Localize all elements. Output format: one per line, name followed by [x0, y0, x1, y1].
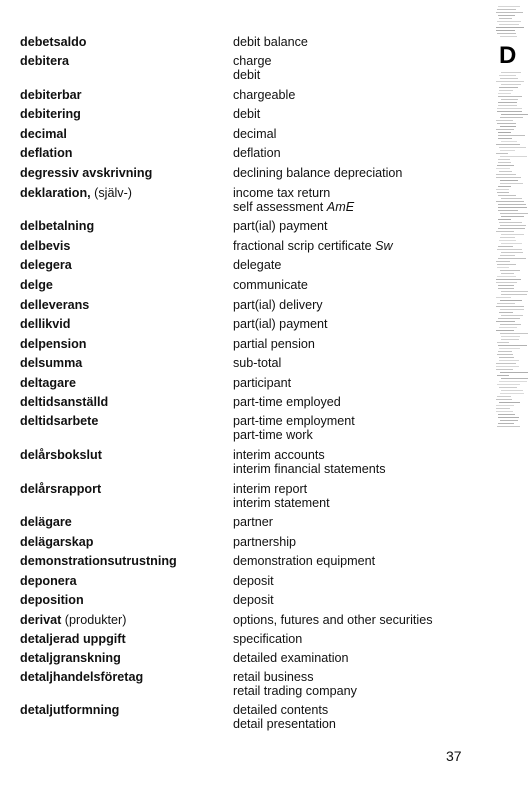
entry-term-word: delsumma	[20, 356, 83, 370]
entry-term	[20, 186, 225, 200]
entry-term	[20, 298, 225, 312]
entry-term-word: deltidsarbete	[20, 414, 99, 428]
entry-translations	[233, 35, 483, 49]
entry-translation: partial pension	[233, 337, 315, 351]
entry-translations	[233, 554, 483, 568]
entry-term	[20, 414, 225, 428]
entry-translation-line	[233, 613, 483, 627]
entry-translation: debit	[233, 107, 261, 121]
entry-term	[20, 166, 225, 180]
entry-translation-line	[233, 166, 483, 180]
entry-translation-line	[233, 717, 483, 731]
entry-term	[20, 127, 225, 141]
entry-translation-line	[233, 127, 483, 141]
entry-translations	[233, 515, 483, 529]
entry-translations	[233, 574, 483, 588]
entry-term-qualifier: (själv-)	[90, 186, 132, 200]
entry-translation: interim accounts	[233, 448, 325, 462]
entry-term-word: dellikvid	[20, 317, 71, 331]
entry-translation-line	[233, 535, 483, 549]
entry-translations	[233, 613, 483, 627]
entry-translations	[233, 593, 483, 607]
entry-translations	[233, 482, 483, 510]
entry-translation: communicate	[233, 278, 308, 292]
entry-term-word: demonstrationsutrustning	[20, 554, 177, 568]
entry-translation: chargeable	[233, 88, 296, 102]
page-number: 37	[446, 748, 462, 764]
entry-translation: debit	[233, 68, 261, 82]
entry-term-word: deposition	[20, 593, 84, 607]
entry-translations	[233, 88, 483, 102]
entry-term-word: debetsaldo	[20, 35, 87, 49]
entry-translation: options, futures and other securities	[233, 613, 433, 627]
entry-term	[20, 258, 225, 272]
thumb-index-letter: D	[499, 42, 517, 69]
entry-translation: part-time employment	[233, 414, 355, 428]
entry-translation: detail presentation	[233, 717, 336, 731]
entry-translation: income tax return	[233, 186, 331, 200]
entry-term	[20, 146, 225, 160]
entry-translation: partnership	[233, 535, 297, 549]
entry-translations	[233, 414, 483, 442]
entry-translations	[233, 395, 483, 409]
entry-translations	[233, 166, 483, 180]
entry-term	[20, 593, 225, 607]
entry-term	[20, 54, 225, 68]
entry-translations	[233, 219, 483, 233]
entry-translation: detailed contents	[233, 703, 329, 717]
entry-translations	[233, 703, 483, 731]
entry-translation: retail trading company	[233, 684, 357, 698]
entry-translation-line	[233, 337, 483, 351]
entry-translations	[233, 107, 483, 121]
entry-translation-line	[233, 515, 483, 529]
entry-translations	[233, 239, 483, 253]
entry-term-word: deltidsanställd	[20, 395, 109, 409]
entry-translation: part(ial) payment	[233, 317, 328, 331]
entry-translation: demonstration equipment	[233, 554, 376, 568]
entry-term	[20, 395, 225, 409]
entry-term-word: detaljhandelsföretag	[20, 670, 144, 684]
entry-term-word: delpension	[20, 337, 87, 351]
entry-translations	[233, 317, 483, 331]
entry-term	[20, 632, 225, 646]
entry-translation: fractional scrip certificate	[233, 239, 372, 253]
entry-term	[20, 554, 225, 568]
entry-translation: part-time employed	[233, 395, 341, 409]
entry-term-word: debiterbar	[20, 88, 82, 102]
entry-translation-line	[233, 428, 483, 442]
entry-translation-line	[233, 554, 483, 568]
entry-term-word: detaljerad uppgift	[20, 632, 126, 646]
entry-translations	[233, 632, 483, 646]
entry-term-word: delägarskap	[20, 535, 94, 549]
entry-translation-line	[233, 239, 483, 253]
entry-translation-line	[233, 376, 483, 390]
entry-translation: deposit	[233, 593, 274, 607]
entry-translation-line	[233, 186, 483, 200]
entry-translation-line	[233, 482, 483, 496]
entry-term-word: debitering	[20, 107, 81, 121]
entry-term	[20, 107, 225, 121]
entry-usage-note: AmE	[326, 200, 355, 214]
entry-term	[20, 317, 225, 331]
entry-term	[20, 535, 225, 549]
entry-translation: deposit	[233, 574, 274, 588]
entry-translations	[233, 186, 483, 214]
entry-translations	[233, 298, 483, 312]
entry-term	[20, 448, 225, 462]
entry-translations	[233, 146, 483, 160]
entry-translation: part-time work	[233, 428, 313, 442]
entry-term-word: delårsrapport	[20, 482, 102, 496]
entry-translation: charge	[233, 54, 272, 68]
entry-translation: retail business	[233, 670, 314, 684]
entry-term	[20, 613, 225, 627]
entry-translation-line	[233, 414, 483, 428]
entry-translation-line	[233, 146, 483, 160]
entry-term-word: debitera	[20, 54, 69, 68]
entry-translation-line	[233, 35, 483, 49]
entry-term	[20, 703, 225, 717]
entry-translations	[233, 258, 483, 272]
entry-term-word: delegera	[20, 258, 72, 272]
entry-term	[20, 239, 225, 253]
entry-term	[20, 356, 225, 370]
entry-translation-line	[233, 356, 483, 370]
entry-translation: self assessment	[233, 200, 324, 214]
entry-term	[20, 574, 225, 588]
entry-term-word: delge	[20, 278, 53, 292]
entry-term	[20, 337, 225, 351]
entry-translation-line	[233, 107, 483, 121]
entry-translations	[233, 535, 483, 549]
entry-term-qualifier: (produkter)	[61, 613, 127, 627]
entry-translation: debit balance	[233, 35, 308, 49]
entry-term-word: deponera	[20, 574, 77, 588]
entry-translation-line	[233, 278, 483, 292]
entry-translation-line	[233, 684, 483, 698]
entry-term	[20, 88, 225, 102]
entry-translation-line	[233, 200, 483, 214]
entry-term-word: deltagare	[20, 376, 76, 390]
entry-translation: interim statement	[233, 496, 330, 510]
entry-term-word: degressiv avskrivning	[20, 166, 153, 180]
entry-translations	[233, 54, 483, 82]
entry-term	[20, 376, 225, 390]
entry-translation: participant	[233, 376, 292, 390]
entry-term	[20, 482, 225, 496]
entry-term	[20, 651, 225, 665]
entry-term-word: delbetalning	[20, 219, 95, 233]
entry-translations	[233, 670, 483, 698]
entry-translation-line	[233, 68, 483, 82]
entry-usage-note: Sw	[375, 239, 393, 253]
entry-translation-line	[233, 670, 483, 684]
entry-term-word: delbevis	[20, 239, 71, 253]
entry-translation-line	[233, 88, 483, 102]
entry-translations	[233, 127, 483, 141]
entry-term-word: deklaration,	[20, 186, 91, 200]
entry-translations	[233, 448, 483, 476]
entry-translation: specification	[233, 632, 303, 646]
entry-translation: sub-total	[233, 356, 282, 370]
entry-translation-line	[233, 462, 483, 476]
entry-translations	[233, 651, 483, 665]
entry-term-word: derivat	[20, 613, 62, 627]
entry-term	[20, 670, 225, 684]
entry-translation-line	[233, 496, 483, 510]
entry-term-word: detaljutformning	[20, 703, 120, 717]
entry-translation: part(ial) delivery	[233, 298, 323, 312]
entry-term	[20, 219, 225, 233]
entry-term-word: deflation	[20, 146, 73, 160]
entry-term-word: delleverans	[20, 298, 90, 312]
entry-translation-line	[233, 574, 483, 588]
entry-translation-line	[233, 298, 483, 312]
entry-translation: deflation	[233, 146, 281, 160]
entry-translation: partner	[233, 515, 273, 529]
entry-translation-line	[233, 593, 483, 607]
entry-translations	[233, 356, 483, 370]
entry-term-word: delårsbokslut	[20, 448, 102, 462]
entry-translations	[233, 376, 483, 390]
entry-translation-line	[233, 258, 483, 272]
entry-translation: part(ial) payment	[233, 219, 328, 233]
entry-term-word: delägare	[20, 515, 72, 529]
entry-translations	[233, 278, 483, 292]
entry-translation: detailed examination	[233, 651, 349, 665]
entry-translation-line	[233, 448, 483, 462]
entry-translation-line	[233, 632, 483, 646]
entry-translations	[233, 337, 483, 351]
entry-translation-line	[233, 703, 483, 717]
entry-translation-line	[233, 651, 483, 665]
entry-translation-line	[233, 317, 483, 331]
entry-term	[20, 35, 225, 49]
entry-translation-line	[233, 395, 483, 409]
entry-term	[20, 515, 225, 529]
entry-translation-line	[233, 219, 483, 233]
entry-translation: decimal	[233, 127, 277, 141]
entry-translation-line	[233, 54, 483, 68]
entry-translation: interim financial statements	[233, 462, 386, 476]
entry-translation: declining balance depreciation	[233, 166, 403, 180]
entry-term	[20, 278, 225, 292]
entry-term-word: detaljgranskning	[20, 651, 121, 665]
entry-translation: interim report	[233, 482, 308, 496]
entry-translation: delegate	[233, 258, 282, 272]
entry-term-word: decimal	[20, 127, 67, 141]
